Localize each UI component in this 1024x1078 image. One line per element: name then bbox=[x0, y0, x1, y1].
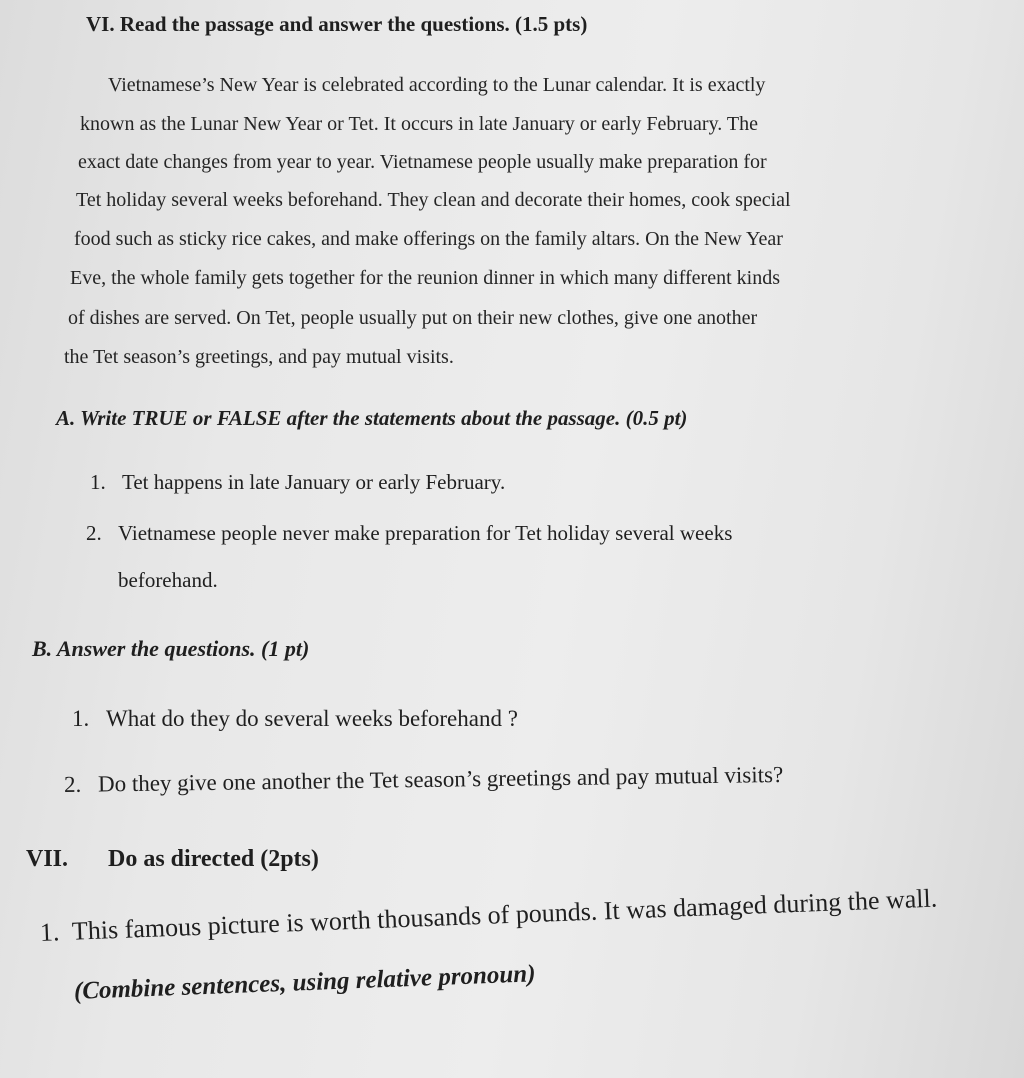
item-text: Do they give one another the Tet season’s greetings and pay mutual visits? bbox=[97, 761, 784, 797]
section-vii-item-1-instruction: (Combine sentences, using relative pronoun) bbox=[73, 960, 537, 1005]
section-vii-item-1 bbox=[39, 884, 937, 948]
section-vii-heading bbox=[26, 846, 319, 873]
passage-line: food such as sticky rice cakes, and make offerings on the family altars. On the New Year bbox=[74, 228, 783, 250]
part-a-item-2-continuation: beforehand. bbox=[118, 568, 218, 592]
item-number: 2. bbox=[63, 771, 82, 797]
section-vii-title: Do as directed (2pts) bbox=[108, 846, 319, 872]
item-text: What do they do several weeks beforehand ? bbox=[106, 706, 518, 731]
passage-line: of dishes are served. On Tet, people usually put on their new clothes, give one another bbox=[68, 307, 758, 329]
part-b-item-2 bbox=[64, 762, 784, 798]
passage-line: Eve, the whole family gets together for the reunion dinner in which many different kinds bbox=[70, 267, 780, 289]
passage-line: known as the Lunar New Year or Tet. It occurs in late January or early February. The bbox=[80, 113, 759, 135]
item-text: Vietnamese people never make preparation for Tet holiday several weeks bbox=[118, 521, 733, 545]
part-a-item-2 bbox=[86, 521, 732, 546]
passage-line: Vietnamese’s New Year is celebrated according to the Lunar calendar. It is exactly bbox=[108, 74, 766, 96]
part-b-item-1 bbox=[72, 706, 518, 732]
part-a-heading: A. Write TRUE or FALSE after the statements about the passage. (0.5 pt) bbox=[56, 406, 688, 430]
passage-line: Tet holiday several weeks beforehand. They clean and decorate their homes, cook special bbox=[76, 189, 791, 211]
item-number: 1. bbox=[72, 706, 90, 731]
item-text: Tet happens in late January or early February. bbox=[122, 470, 506, 494]
section-vii-roman: VII. bbox=[26, 846, 69, 872]
section-vi-heading: VI. Read the passage and answer the questions. (1.5 pts) bbox=[86, 12, 588, 36]
item-number: 1. bbox=[90, 470, 106, 494]
passage-line: exact date changes from year to year. Vietnamese people usually make preparation for bbox=[78, 151, 767, 173]
item-number: 2. bbox=[86, 521, 102, 545]
part-a-item-1 bbox=[90, 470, 505, 495]
passage-line: the Tet season’s greetings, and pay mutual visits. bbox=[64, 346, 454, 368]
item-number: 1. bbox=[39, 917, 61, 947]
item-text: This famous picture is worth thousands of pounds. It was damaged during the wall. bbox=[71, 883, 938, 946]
part-b-heading: B. Answer the questions. (1 pt) bbox=[32, 636, 310, 661]
